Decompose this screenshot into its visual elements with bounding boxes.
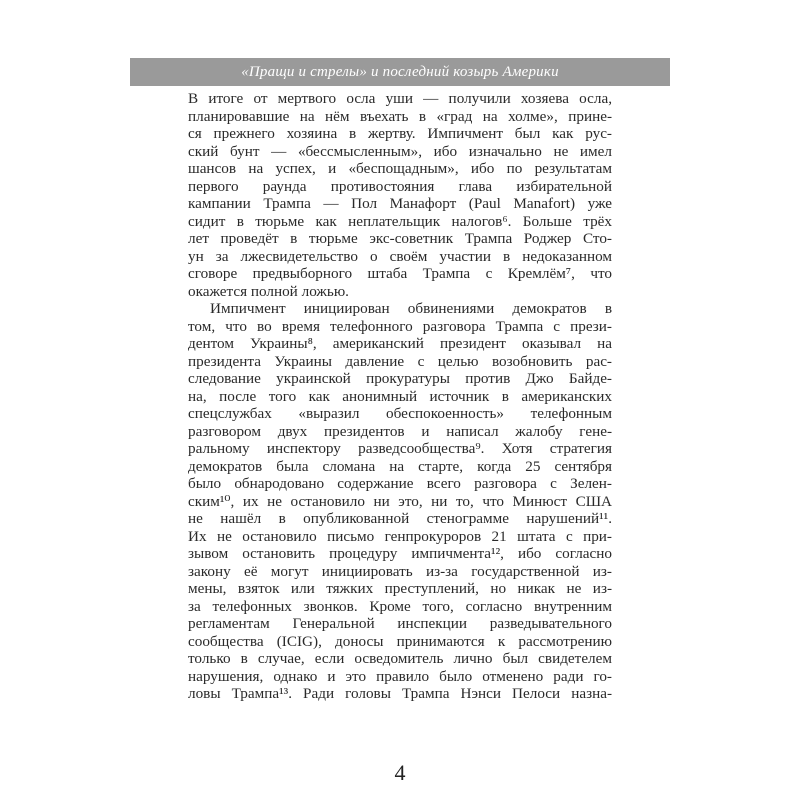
running-header xyxy=(130,58,670,86)
text-line: ральному инспектору разведсообщества⁹. Хотя стратегия xyxy=(188,440,612,457)
text-line: лет проведёт в тюрьме экс-советник Трампа Роджер Сто- xyxy=(188,230,612,247)
text-line: ун за лжесвидетельство о своём участии в недоказанном xyxy=(188,247,612,265)
text-line: ский бунт — «бессмысленным», ибо изначально не имел xyxy=(188,142,612,160)
text-line: на, после того как анонимный источник в американских xyxy=(188,387,612,405)
text-line: закону её могут инициировать из-за государственной из- xyxy=(188,562,612,580)
text-line: следование украинской прокуратуры против Джо Байде- xyxy=(188,370,612,387)
text-line: Их не остановило письмо генпрокуроров 21 штата с при- xyxy=(188,527,612,545)
text-line: дентом Украины⁸, американский президент оказывал на xyxy=(188,335,612,352)
text-line: Импичмент инициирован обвинениями демократов в xyxy=(210,300,612,317)
text-line: за телефонных звонков. Кроме того, согласно внутренним xyxy=(188,597,612,615)
text-line: шансов на успех, и «беспощадным», ибо по результатам xyxy=(188,160,612,177)
text-line: сговоре предвыборного штаба Трампа с Кремлём⁷, что xyxy=(188,265,612,282)
text-line: только в случае, если осведомитель лично был свидетелем xyxy=(188,650,612,667)
text-line: нарушения, однако и это правило было отменено ради го- xyxy=(188,667,612,685)
page-number: 4 xyxy=(394,760,406,785)
text-line: том, что во время телефонного разговора Трампа с прези- xyxy=(188,317,612,335)
text-line: ловы Трампа¹³. Ради головы Трампа Нэнси Пелоси назна- xyxy=(188,685,612,702)
text-line: планировавшие на нём въехать в «град на холме», прине- xyxy=(188,107,612,125)
text-line: было обнародовано содержание всего разговора с Зелен- xyxy=(188,475,612,492)
text-line: В итоге от мертвого осла уши — получили хозяева осла, xyxy=(188,90,612,107)
text-line: зывом остановить процедуру импичмента¹², ибо согласно xyxy=(188,545,612,562)
text-line: сообщества (ICIG), доносы принимаются к рассмотрению xyxy=(188,632,612,650)
running-title: «Пращи и стрелы» и последний козырь Америки xyxy=(241,63,559,80)
text-line: сидит в тюрьме как неплательщик налогов⁶. Больше трёх xyxy=(188,212,612,230)
body-text xyxy=(188,90,612,703)
text-line: ским¹⁰, их не остановило ни это, ни то, что Минюст США xyxy=(188,492,612,510)
text-line: мены, взяток или тяжких преступлений, но никак не из- xyxy=(188,580,612,597)
text-line: президента Украины давление с целью возобновить рас- xyxy=(188,352,612,370)
text-line: демократов была сломана на старте, когда 25 сентября xyxy=(188,457,612,475)
text-line: первого раунда противостояния глава избирательной xyxy=(188,177,612,195)
text-line: спецслужбах «выразил обеспокоенность» телефонным xyxy=(188,405,612,422)
text-line: кампании Трампа — Пол Манафорт (Paul Manafort) уже xyxy=(188,195,612,212)
text-line: не нашёл в опубликованной стенограмме нарушений¹¹. xyxy=(188,510,612,527)
text-line: окажется полной ложью. xyxy=(188,282,349,300)
text-line: разговором двух президентов и написал жалобу гене- xyxy=(188,422,612,440)
text-line: ся прежнего хозяина в жертву. Импичмент был как рус- xyxy=(188,125,612,142)
text-line: регламентам Генеральной инспекции разведывательного xyxy=(188,615,612,632)
